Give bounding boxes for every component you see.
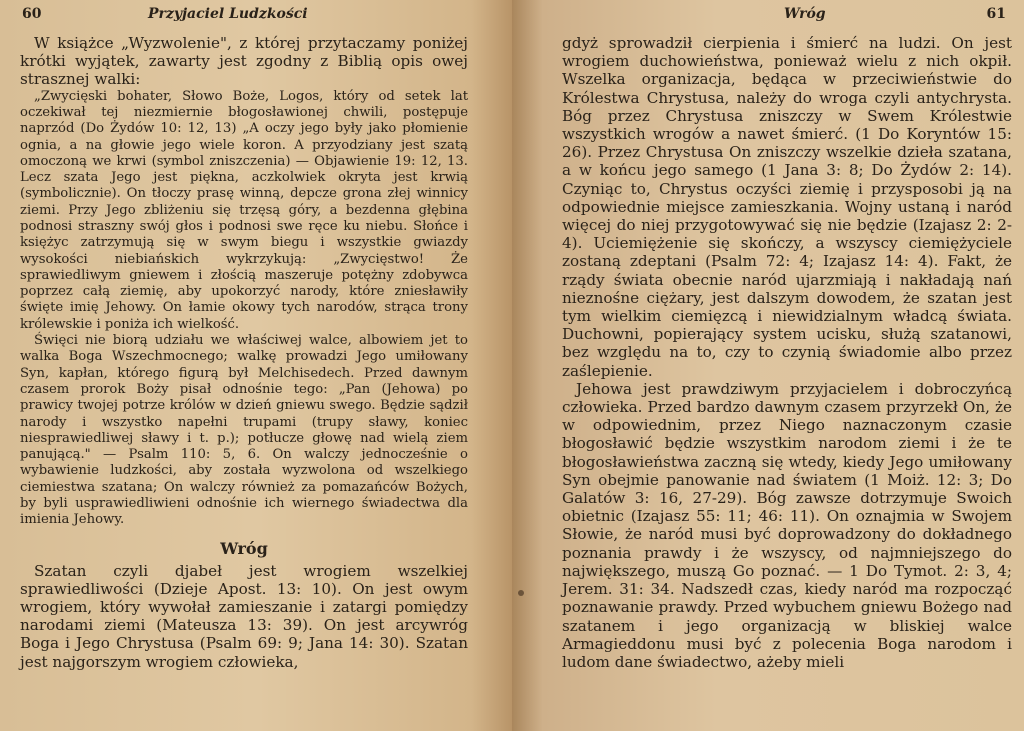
right-page <box>512 0 1024 731</box>
right-running-title: Wróg <box>784 6 826 22</box>
left-page-number: 60 <box>22 6 42 22</box>
right-page-header <box>562 0 1012 34</box>
right-page-number: 61 <box>986 6 1006 22</box>
quote-block <box>20 89 468 529</box>
left-body <box>20 34 468 89</box>
section-paragraph: Szatan czyli djabeł jest wrogiem wszelkiej sprawiedliwości (Dzieje Apost. 13: 10). On jest owym wrogiem, który wywołał zamieszanie i zatargi pomiędzy narodami ziemi (Mateusza 13: 39). On jest arcywróg Boga i Jego Chrystusa (Psalm 69: 9; Jana 14: 30). Szatan jest najgorszym wrogiem człowieka, <box>20 561 468 671</box>
left-page-header <box>20 0 468 34</box>
quote-continuation: Święci nie biorą udziału we właściwej walce, albowiem jet to walka Boga Wszechmocnego; walkę prowadzi Jego umiłowany Syn, kapłan, którego figurą był Melchisedech. Przed dawnym czasem prorok Boży pisał odnośnie tego: „Pan (Jehowa) po prawicy twojej potrze królów w dzień gniewu swego. Będzie sądził narody i wszystko napełni trupami (trupy sławy, koniec niesprawiedliwej sławy i t. p.); potłucze głowę nad wielą ziem panującą." — Psalm 110: 5, 6. On walczy jednocześnie o wybawienie ludzkości, aby została wyzwolona od wszelkiego ciemiestwa szatana; On walczy również za pomazańców Bożych, by byli usprawiedliwieni odnośnie ich wiernego świadectwa dla imienia Jehowy. <box>20 333 468 528</box>
paper-spot <box>518 590 524 596</box>
right-paragraph-1: gdyż sprowadził cierpienia i śmierć na ludzi. On jest wrogiem duchowieństwa, ponieważ wielu z nich okpił. Wszelka organizacja, będąca w przeciwieństwie do Królestwa Chrystusa, należy do wroga czyli antychrysta. Bóg przez Chrystusa zniszczy w Swem Królestwie wszystkich wrogów a nawet śmierć. (1 Do Koryntów 15: 26). Przez Chrystusa On zniszczy wszelkie dzieła szatana, a w końcu jego samego (1 Jana 3: 8; Do Żydów 2: 14). Czyniąc to, Chrystus oczyści ziemię i przysposobi ją na odpowiednie miejsce zamieszkania. Wojny ustaną i naród więcej do niej przygotowywać się nie będzie (Izajasz 2: 2-4). Uciemiężenie się skończy, a wszyscy ciemiężyciele zostaną zdeptani (Psalm 72: 4; Izajasz 14: 4). Fakt, że rządy świata obecnie naród ujarzmiają i nakładają nań nieznośne ciężary, jest dalszym dowodem, że szatan jest tym wielkim ciemięzcą i niewidzialnym władcą świata. Duchowni, popierający system ucisku, służą szatanowi, bez względu na to, czy to czynią świadomie albo przez zaślepienie. <box>562 34 1012 380</box>
quote-paragraph: „Zwycięski bohater, Słowo Boże, Logos, który od setek lat oczekiwał tej niezmiernie błogosławionej chwili, postępuje naprzód (Do Żydów 10: 12, 13) „A oczy jego były jako płomienie ognia, a na głowie jego wiele koron. A przyodziany jest szatą omoczoną we krwi (symbol zniszczenia) — Objawienie 19: 12, 13. Lecz szata Jego jest piękna, aczkolwiek okryta jest krwią (symbolicznie). On tłoczy prasę winną, depcze grona złej winnicy ziemi. Przy Jego zbliżeniu się trzęsą góry, a bezdenna głębina podnosi straszny swój głos i podnosi swe ręce ku niebu. Słońce i księżyc zatrzymują się w swym biegu i wszystkie gwiazdy wysokości niebiańskich wykrzykują: „Zwycięstwo! Że sprawiedliwym gniewem i złością maszeruje potężny zdobywca poprzez całą ziemię, aby upokorzyć narody, które zniesławiły święte imię Jehowy. On łamie okowy tych narodów, strąca trony królewskie i poniża ich wielkość. <box>20 88 468 332</box>
section-heading: Wróg <box>220 538 268 558</box>
right-body <box>562 34 1012 671</box>
right-paragraph-2: Jehowa jest prawdziwym przyjacielem i dobroczyńcą człowieka. Przed bardzo dawnym czasem przyrzekł On, że w odpowiednim, przez Niego naznaczonym czasie błogosławić będzie wszystkim narodom ziemi i że te błogosławieństwa zaczną się wtedy, kiedy Jego umiłowany Syn obejmie panowanie nad światem (1 Moiż. 12: 3; Do Galatów 3: 16, 27-29). Bóg zawsze dotrzymuje Swoich obietnic (Izajasz 55: 11; 46: 11). On oznajmia w Swojem Słowie, że naród musi być doprowadzony do dokładnego poznania prawdy i że wszyscy, od najmniejszego do największego, muszą Go poznać. — 1 Do Tymot. 2: 3, 4; Jerem. 31: 34. Nadszedł czas, kiedy naród ma rozpocząć poznawanie prawdy. Przed wybuchem gniewu Bożego nad szatanem i jego organizacją w bliskiej walce Armagieddonu musi być z polecenia Boga narodom i ludom dane świadectwo, ażeby mieli <box>562 379 1012 671</box>
section-body <box>20 562 468 671</box>
left-running-title: Przyjaciel Ludzkości <box>148 6 308 22</box>
intro-paragraph: W książce „Wyzwolenie", z której przytaczamy poniżej krótki wyjątek, zawarty jest zgodny z Biblią opis owej strasznej walki: <box>20 34 468 89</box>
